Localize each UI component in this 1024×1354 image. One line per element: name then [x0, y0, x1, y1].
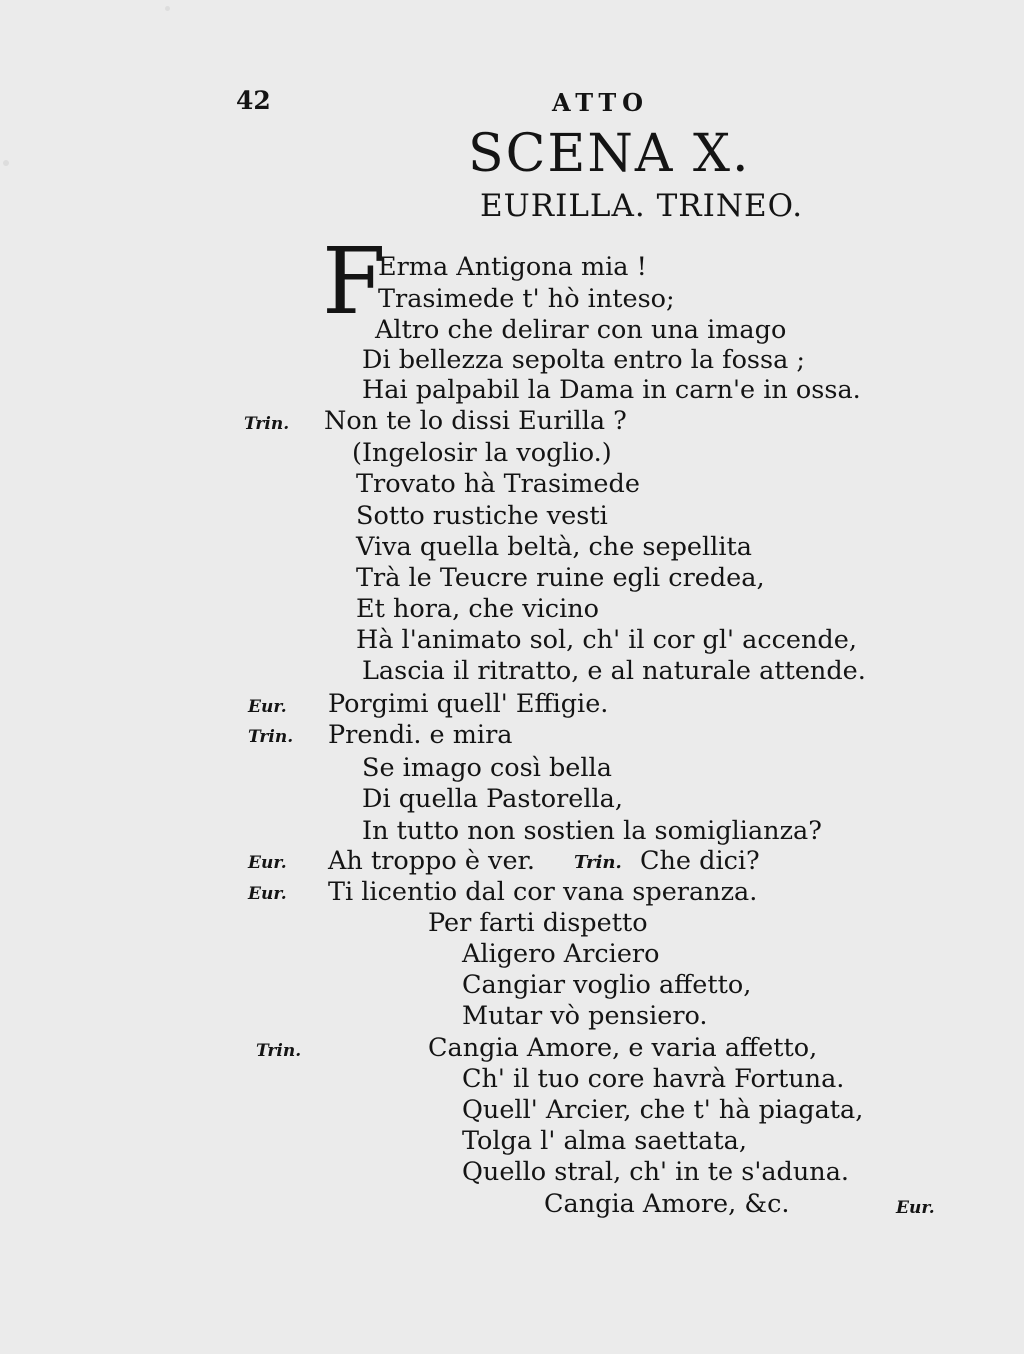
aria-line: Tolga l' alma saettata,	[462, 1126, 747, 1156]
inline-speaker-label: Trin.	[574, 852, 622, 873]
aria-line: Per farti dispetto	[428, 908, 648, 938]
aria-line: Quello stral, ch' in te s'aduna.	[462, 1157, 850, 1187]
speaker-label: Eur.	[248, 884, 287, 904]
verse-line: Erma Antigona mia !	[378, 252, 647, 282]
aria-line: Ch' il tuo core havrà Fortuna.	[462, 1064, 845, 1094]
speaker-label: Eur.	[248, 853, 287, 873]
verse-line: Ah troppo è ver.	[328, 846, 536, 876]
aria-line: Mutar vò pensiero.	[462, 1001, 708, 1031]
aria-line: Cangia Amore, e varia affetto,	[428, 1033, 818, 1063]
verse-line: Altro che delirar con una imago	[375, 315, 787, 345]
verse-line: Di quella Pastorella,	[362, 784, 623, 814]
aria-line: Aligero Arciero	[462, 939, 660, 969]
verse-line: Ti licentio dal cor vana speranza.	[328, 877, 758, 907]
verse-line: Porgimi quell' Effigie.	[328, 689, 609, 719]
verse-line: Hà l'animato sol, ch' il cor gl' accende,	[356, 625, 857, 655]
ink-speck	[165, 6, 170, 11]
aria-line: Cangia Amore, &c.	[544, 1189, 790, 1219]
speaker-label: Trin.	[256, 1041, 302, 1061]
catchword: Eur.	[896, 1198, 935, 1218]
verse-line: Viva quella beltà, che sepellita	[356, 532, 752, 562]
page-number: 42	[236, 86, 271, 115]
verse-line: Trà le Teucre ruine egli credea,	[356, 563, 765, 593]
verse-line: Lascia il ritratto, e al naturale attende.	[362, 656, 866, 686]
scene-title: SCENA X.	[468, 124, 751, 184]
verse-line: Se imago così bella	[362, 753, 612, 783]
verse-line: (Ingelosir la voglio.)	[352, 438, 612, 468]
verse-line: Che dici?	[640, 846, 760, 876]
verse-line: In tutto non sostien la somiglianza?	[362, 816, 822, 846]
verse-line: Di bellezza sepolta entro la fossa ;	[362, 345, 806, 375]
drop-cap: F	[322, 228, 386, 335]
verse-line: Non te lo dissi Eurilla ?	[324, 406, 627, 436]
speaker-label: Eur.	[248, 697, 287, 717]
ink-speck	[3, 160, 9, 166]
speaker-label: Trin.	[244, 414, 290, 434]
verse-line: Hai palpabil la Dama in carn'e in ossa.	[362, 375, 861, 405]
aria-line: Quell' Arcier, che t' hà piagata,	[462, 1095, 864, 1125]
running-title: ATTO	[552, 88, 650, 117]
verse-line: Sotto rustiche vesti	[356, 501, 608, 531]
verse-line: Trasimede t' hò inteso;	[378, 284, 675, 314]
aria-line: Cangiar voglio affetto,	[462, 970, 752, 1000]
scene-characters: EURILLA. TRINEO.	[480, 188, 804, 224]
verse-line: Et hora, che vicino	[356, 594, 600, 624]
verse-line: Trovato hà Trasimede	[356, 469, 640, 499]
verse-line: Prendi. e mira	[328, 720, 513, 750]
speaker-label: Trin.	[248, 727, 294, 747]
